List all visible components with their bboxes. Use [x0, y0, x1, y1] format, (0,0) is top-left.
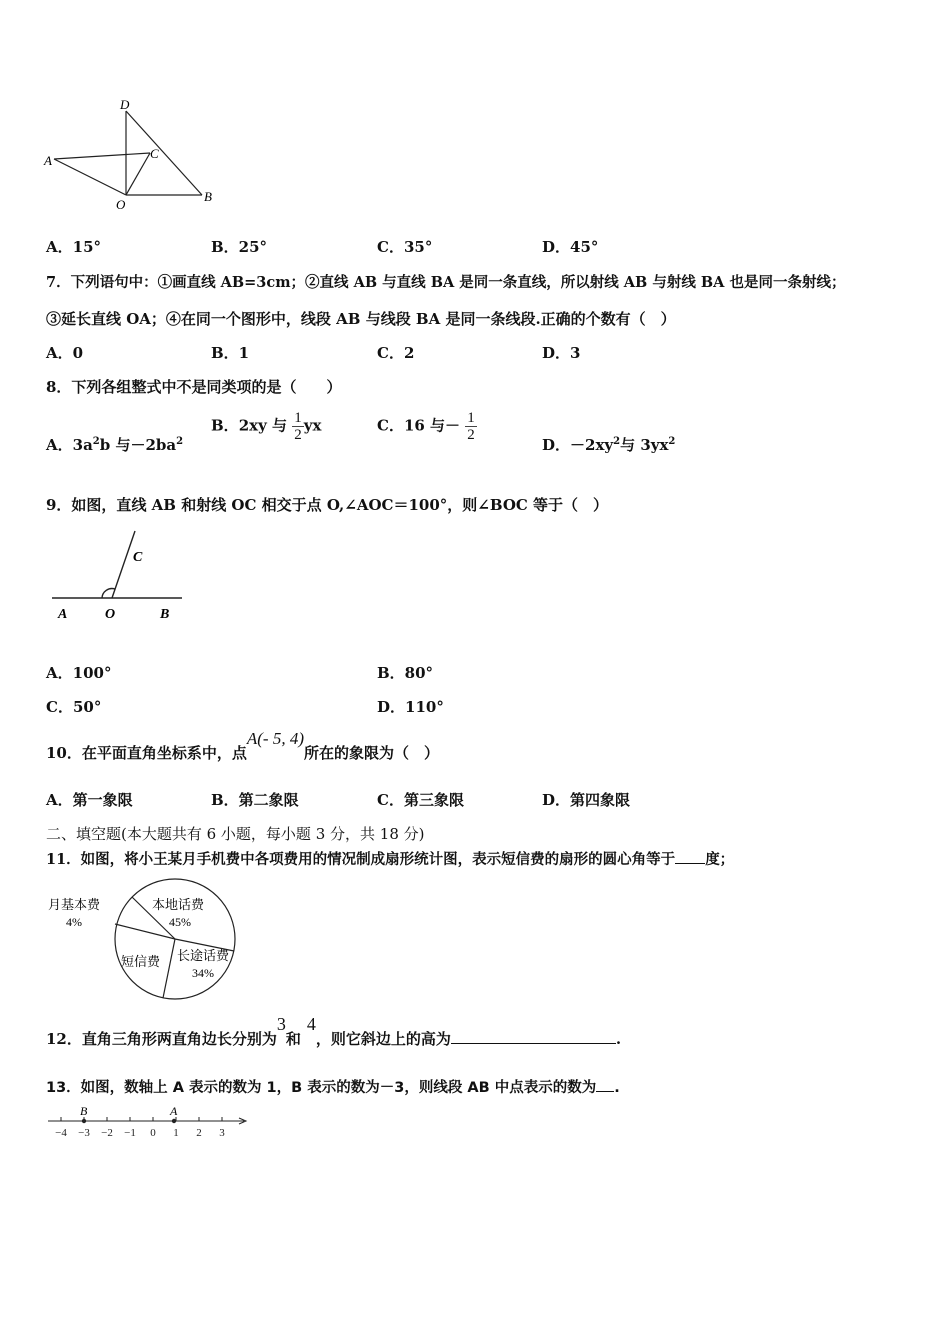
q7-stem-line2: ③延长直线 OA；④在同一个图形中，线段 AB 与线段 BA 是同一条线段.正确的个数有（ ）	[46, 310, 676, 328]
q8-option-c[interactable]	[377, 410, 477, 443]
label-o: O	[116, 197, 126, 212]
q10-suffix: 所在的象限为（ ）	[304, 744, 440, 762]
q7-option-c[interactable]: C．2	[377, 344, 415, 362]
q10-point: A(- 5, 4)	[246, 729, 305, 748]
pie-label-basic: 月基本费	[48, 897, 101, 912]
q8-b-term2: yx	[303, 416, 322, 435]
q8-b-num: 1	[294, 410, 302, 426]
number-line-label: 3	[219, 1127, 225, 1139]
q7-option-a[interactable]: A．0	[46, 344, 84, 362]
q11-suffix: 度；	[705, 851, 735, 868]
label-a: A	[44, 153, 52, 168]
q8-b-fraction	[292, 410, 304, 443]
figure-q11-pie	[44, 876, 244, 1004]
q10-option-a[interactable]: A．第一象限	[46, 791, 133, 809]
q12-n1: 3	[276, 1014, 286, 1034]
q6-option-b[interactable]: B．25°	[211, 238, 268, 256]
pie-pct-local: 45%	[169, 915, 191, 929]
q9-option-b[interactable]: B．80°	[377, 664, 434, 682]
q8-a-exp1: 2	[92, 436, 100, 447]
q8-c-prefix: C．	[377, 416, 404, 435]
q8-c-num: 1	[467, 410, 475, 426]
q8-a-term2: b 与－2ba	[99, 436, 177, 454]
q12-end: .	[615, 1030, 622, 1048]
q6-option-a[interactable]: A．15°	[46, 238, 102, 256]
label-d: D	[120, 97, 130, 112]
q8-d-term1: －2xy	[570, 436, 614, 454]
q8-a-exp2: 2	[176, 436, 184, 447]
q12-mid: 和	[285, 1030, 301, 1048]
label-c: C	[133, 550, 143, 565]
q7-option-d[interactable]: D．3	[542, 344, 581, 362]
number-line-label: −2	[101, 1127, 113, 1139]
q8-c-term1: 16 与－	[403, 416, 461, 435]
q8-b-prefix: B．	[211, 416, 239, 435]
label-c: C	[150, 146, 159, 161]
q8-option-b[interactable]	[211, 410, 321, 443]
pie-pct-long: 34%	[192, 966, 214, 980]
figure-q6-geometry	[40, 95, 230, 215]
number-line-label: 2	[196, 1127, 202, 1139]
label-o: O	[105, 607, 116, 622]
q9-option-d[interactable]: D．110°	[377, 698, 444, 716]
q12-suffix: ，则它斜边上的高为	[315, 1030, 451, 1048]
q8-d-term2: 与 3yx	[620, 436, 669, 454]
q7-stem-line1: 7．下列语句中：①画直线 AB=3cm；②直线 AB 与直线 BA 是同一条直线，所以射线 AB 与射线 BA 也是同一条射线；	[46, 274, 846, 291]
number-line-label: 1	[173, 1127, 179, 1139]
q10-stem	[46, 728, 440, 762]
q13-stem	[46, 1076, 620, 1097]
q8-option-d[interactable]	[542, 434, 675, 455]
q8-a-prefix: A．	[46, 436, 73, 454]
q8-a-term1: 3a	[72, 436, 93, 454]
q6-option-d[interactable]: D．45°	[542, 238, 599, 256]
q11-stem	[46, 848, 734, 869]
number-line-label: −3	[78, 1127, 90, 1139]
pie-label-sms: 短信费	[121, 954, 161, 969]
q10-option-d[interactable]: D．第四象限	[542, 791, 631, 809]
section2-title: 二、填空题(本大题共有 6 小题，每小题 3 分，共 18 分)	[46, 825, 425, 843]
point-b	[82, 1119, 86, 1123]
q11-stem-text: 11．如图，将小王某月手机费中各项费用的情况制成扇形统计图，表示短信费的扇形的圆心角等于	[46, 851, 676, 868]
point-a	[172, 1119, 176, 1123]
q8-d-exp1: 2	[613, 436, 621, 447]
q8-option-a[interactable]	[46, 434, 183, 455]
q8-d-prefix: D．	[542, 436, 571, 454]
q10-option-c[interactable]: C．第三象限	[377, 791, 464, 809]
figure-q13-number-line	[44, 1104, 254, 1142]
q11-answer-blank[interactable]	[675, 849, 705, 864]
number-line-label: −4	[55, 1127, 67, 1139]
number-line-label: −1	[124, 1127, 136, 1139]
label-b: B	[80, 1104, 88, 1118]
q8-b-term1: 2xy 与	[238, 416, 288, 435]
q13-stem-text: 13．如图，数轴上 A 表示的数为 1，B 表示的数为－3，则线段 AB 中点表示的数为	[46, 1080, 597, 1096]
q6-option-c[interactable]: C．35°	[377, 238, 433, 256]
q12-n2: 4	[306, 1014, 316, 1034]
q9-option-c[interactable]: C．50°	[46, 698, 102, 716]
q8-c-den: 2	[467, 427, 475, 443]
q10-prefix: 10．在平面直角坐标系中，点	[46, 744, 247, 762]
figure-q9-angle	[44, 525, 194, 625]
label-b: B	[204, 189, 212, 204]
label-a: A	[58, 607, 68, 622]
pie-label-long: 长途话费	[177, 948, 230, 963]
q8-d-exp2: 2	[668, 436, 676, 447]
q9-option-a[interactable]: A．100°	[46, 664, 112, 682]
q7-option-b[interactable]: B．1	[211, 344, 250, 362]
q12-answer-blank[interactable]	[451, 1029, 616, 1044]
label-a: A	[170, 1104, 178, 1118]
q8-stem: 8．下列各组整式中不是同类项的是（ ）	[46, 378, 342, 396]
q9-stem: 9．如图，直线 AB 和射线 OC 相交于点 O,∠AOC＝100°，则∠BOC 等于（ ）	[46, 496, 609, 514]
q13-end: .	[614, 1080, 620, 1096]
q8-c-fraction	[465, 410, 477, 443]
q12-prefix: 12．直角三角形两直角边长分别为	[46, 1030, 277, 1048]
q13-answer-blank[interactable]	[596, 1077, 614, 1092]
q10-option-b[interactable]: B．第二象限	[211, 791, 299, 809]
label-b: B	[160, 607, 170, 622]
q8-b-den: 2	[294, 427, 302, 443]
q12-stem	[46, 1014, 622, 1048]
pie-pct-basic: 4%	[66, 915, 82, 929]
number-line-label: 0	[150, 1127, 156, 1139]
pie-label-local: 本地话费	[152, 897, 205, 912]
